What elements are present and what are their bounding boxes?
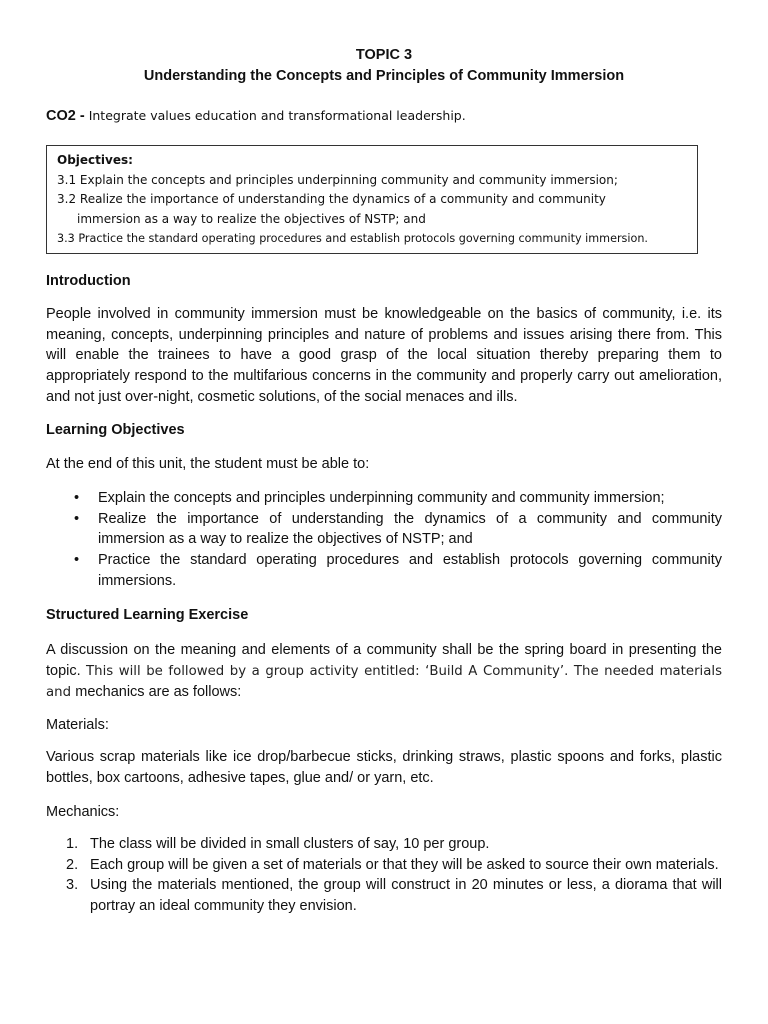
course-outcome-label: CO2 - [46, 108, 89, 124]
list-item-text: Using the materials mentioned, the group will construct in 20 minutes or less, a diorama that will portray an ideal community they envision. [90, 877, 722, 915]
objective-item: 3.1 Explain the concepts and principles underpinning community and community immersion; [57, 172, 618, 187]
objectives-box [46, 145, 698, 254]
introduction-heading: Introduction [46, 273, 131, 289]
list-item [46, 550, 722, 591]
list-number: 2. [66, 856, 79, 873]
list-item-text: The class will be divided in small clusters of say, 10 per group. [90, 836, 490, 852]
structured-exercise-text: A discussion on the meaning and elements of a community shall be the spring board in presenting the topic. [46, 642, 722, 679]
objective-item-continued: immersion as a way to realize the objectives of NSTP; and [77, 211, 426, 226]
learning-objectives-intro: At the end of this unit, the student must be able to: [46, 456, 370, 472]
list-item [46, 875, 722, 916]
structured-exercise-heading: Structured Learning Exercise [46, 607, 249, 623]
bullet-icon: • [74, 510, 80, 527]
objective-item: 3.2 Realize the importance of understanding the dynamics of a community and community [57, 192, 606, 206]
topic-number: TOPIC 3 [355, 47, 413, 63]
list-item-text: Explain the concepts and principles underpinning community and community immersion; [98, 490, 665, 506]
bullet-icon: • [74, 490, 80, 506]
learning-objectives-heading: Learning Objectives [46, 422, 185, 438]
objective-item: 3.3 Practice the standard operating procedures and establish protocols governing community immersion. [57, 232, 648, 245]
structured-exercise-body [46, 640, 722, 704]
list-number: 3. [66, 877, 79, 894]
list-item [46, 834, 722, 855]
materials-label: Materials: [46, 717, 109, 733]
introduction-body: People involved in community immersion must be knowledgeable on the basics of community, i.e. its meaning, concepts, underpinning principles and nature of problems and issues arising there from. This will enable the trainees to have a good grasp of the local situation thereby preparing them to appropriately respond to the multifarious concerns in the community and properly carry out amelioration, and not just over-night, cosmetic solutions, of the social menaces and ills. [46, 306, 722, 405]
mechanics-list [46, 834, 722, 917]
list-item [46, 855, 722, 876]
page-title: Understanding the Concepts and Principles of Community Immersion [143, 68, 625, 84]
materials-body: Various scrap materials like ice drop/barbecue sticks, drinking straws, plastic spoons and forks, plastic bottles, box cartoons, adhesive tapes, glue and/ or yarn, etc. [46, 749, 722, 786]
list-item [46, 488, 722, 509]
list-number: 1. [66, 836, 79, 852]
learning-objectives-list [46, 488, 722, 592]
list-item-text: Realize the importance of understanding the dynamics of a community and community immersion as a way to realize the objectives of NSTP; and [98, 510, 722, 548]
structured-exercise-text-alt: This will be followed by a group activity entitled: ‘Build A Community’. The needed materials and [46, 663, 723, 701]
course-outcome [46, 108, 466, 124]
objectives-heading: Objectives: [57, 153, 133, 167]
list-item-text: Each group will be given a set of materials or that they will be asked to source their own materials. [90, 856, 719, 873]
list-item-text: Practice the standard operating procedures and establish protocols governing community immersions. [98, 552, 722, 589]
course-outcome-text: Integrate values education and transformational leadership. [88, 108, 466, 123]
mechanics-label: Mechanics: [46, 804, 120, 820]
structured-exercise-text: mechanics are as follows: [75, 684, 242, 701]
bullet-icon: • [74, 552, 80, 569]
list-item [46, 509, 722, 550]
